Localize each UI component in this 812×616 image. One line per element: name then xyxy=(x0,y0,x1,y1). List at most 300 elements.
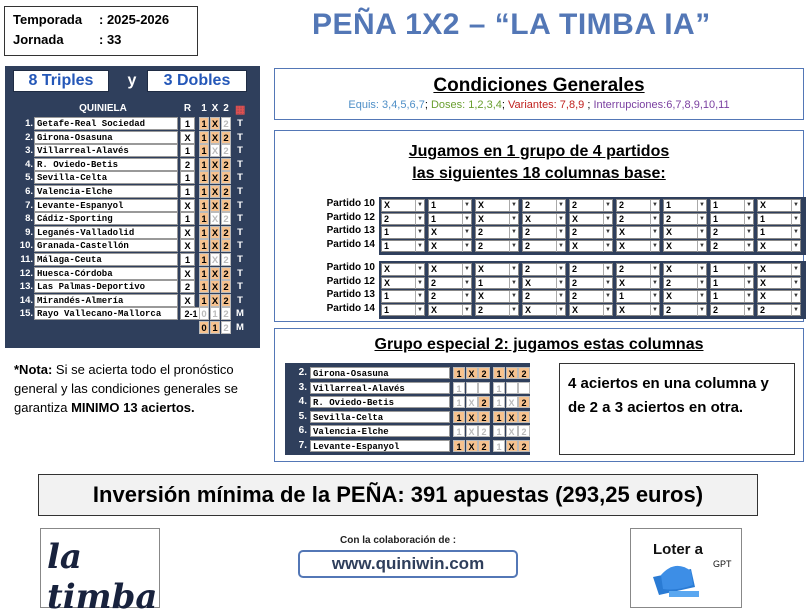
dropdown-cell[interactable] xyxy=(757,226,801,239)
chevron-down-icon: ▼ xyxy=(509,305,518,316)
quiniela-header xyxy=(13,102,257,117)
condiciones-title: Condiciones Generales xyxy=(433,75,645,96)
match-name: Sevilla-Celta xyxy=(34,171,178,184)
chevron-down-icon: ▼ xyxy=(603,291,612,302)
mark-cell: 2 xyxy=(221,158,231,171)
dropdown-cell[interactable] xyxy=(381,277,425,290)
type-flag: T xyxy=(237,185,243,197)
mark-cell: X xyxy=(211,268,219,280)
dropdown-cell[interactable] xyxy=(710,290,754,303)
chevron-down-icon: ▼ xyxy=(415,241,424,252)
type-flag: T xyxy=(237,172,243,184)
chevron-down-icon: ▼ xyxy=(650,291,659,302)
quiniela-header-x: X xyxy=(211,103,219,114)
and-separator: y xyxy=(127,72,137,89)
dropdown-cell[interactable] xyxy=(428,290,472,303)
chevron-down-icon: ▼ xyxy=(603,264,612,275)
chevron-down-icon: ▼ xyxy=(744,291,753,302)
dropdown-cell[interactable] xyxy=(381,213,425,226)
chevron-down-icon: ▼ xyxy=(791,264,800,275)
mark-cell: 1 xyxy=(493,440,505,452)
dropdown-cell[interactable] xyxy=(663,199,707,212)
dropdown-cell[interactable] xyxy=(428,213,472,226)
column-base xyxy=(428,199,475,253)
column-base xyxy=(616,263,663,317)
nota-prefix: *Nota: xyxy=(14,362,53,377)
cell-value: X xyxy=(619,277,626,288)
dropdown-cell[interactable] xyxy=(522,290,566,303)
cell-value: X xyxy=(525,277,532,288)
result-cell: X xyxy=(180,239,195,252)
mark-cell: 1 xyxy=(199,253,209,266)
dropdown-cell[interactable] xyxy=(757,277,801,290)
cell-value: 1 xyxy=(760,227,766,237)
type-flag: T xyxy=(237,294,243,306)
dropdown-cell[interactable] xyxy=(569,240,613,253)
mark-cell: X xyxy=(506,396,518,408)
dropdown-cell[interactable] xyxy=(616,263,660,276)
cell-value: X xyxy=(572,240,579,251)
mark-cell: 2 xyxy=(518,411,530,423)
grupo-especial-title: Grupo especial 2: jugamos estas columnas xyxy=(374,336,704,353)
chevron-down-icon: ▼ xyxy=(415,227,424,238)
cell-value: 1 xyxy=(713,277,719,288)
cell-value: 1 xyxy=(384,240,390,251)
mark-cell: 1 xyxy=(199,226,209,239)
dropdown-cell[interactable] xyxy=(757,213,801,226)
chevron-down-icon: ▼ xyxy=(509,200,518,211)
chevron-down-icon: ▼ xyxy=(415,200,424,211)
dropdown-cell[interactable] xyxy=(757,290,801,303)
mark-cell: 2 xyxy=(221,307,231,320)
inversion-banner: Inversión mínima de la PEÑA: 391 apuestas (293,25 euros) xyxy=(38,474,758,516)
mark-cell: 1 xyxy=(199,294,209,307)
dropdown-cell[interactable] xyxy=(381,263,425,276)
quiniela-row xyxy=(13,253,257,267)
result-cell: 2 xyxy=(180,280,195,293)
mark-cell: X xyxy=(211,254,219,266)
mark-cell: 1 xyxy=(210,321,220,334)
match-name: Granada-Castellón xyxy=(34,239,178,252)
dropdown-cell[interactable] xyxy=(381,199,425,212)
result-cell: X xyxy=(180,294,195,307)
cell-value: X xyxy=(666,227,673,237)
mark-cell: X xyxy=(466,425,478,437)
dropdown-cell[interactable] xyxy=(616,199,660,212)
column-base xyxy=(522,263,569,317)
row-number: 6. xyxy=(298,425,307,436)
cell-value: 2 xyxy=(713,227,719,237)
chevron-down-icon: ▼ xyxy=(509,214,518,225)
mark-cell: 1 xyxy=(199,212,209,225)
dropdown-cell[interactable] xyxy=(710,240,754,253)
dropdown-cell[interactable] xyxy=(710,226,754,239)
dropdown-cell[interactable] xyxy=(569,226,613,239)
chevron-down-icon: ▼ xyxy=(744,278,753,289)
chevron-down-icon: ▼ xyxy=(697,241,706,252)
mark-cell: 1 xyxy=(199,267,209,280)
dropdown-cell[interactable] xyxy=(663,290,707,303)
dobles-count: 3 Dobles xyxy=(147,70,247,92)
cell-value: 2 xyxy=(572,200,578,210)
cell-value: 1 xyxy=(384,291,390,301)
partido-labels xyxy=(295,261,375,315)
dropdown-cell[interactable] xyxy=(616,277,660,290)
cell-value: 2 xyxy=(525,240,531,251)
cell-value: X xyxy=(431,227,438,237)
cell-value: 2 xyxy=(525,264,531,274)
dropdown-cell[interactable] xyxy=(381,290,425,303)
chevron-down-icon: ▼ xyxy=(556,264,565,275)
dropdown-cell[interactable] xyxy=(663,240,707,253)
cell-value: 1 xyxy=(431,200,437,210)
quiniela-header-name: QUINIELA xyxy=(79,103,127,114)
cell-value: X xyxy=(572,304,579,315)
columns-block-2 xyxy=(275,261,805,319)
quiniela-row xyxy=(13,267,257,281)
mark-cell: X xyxy=(466,440,478,452)
mark-cell xyxy=(466,382,478,394)
cell-value: 2 xyxy=(713,240,719,251)
dropdown-cell[interactable] xyxy=(710,277,754,290)
mark-cell: X xyxy=(211,200,219,212)
cell-value: X xyxy=(666,291,673,301)
result-cell: 1 xyxy=(180,212,195,225)
mark-cell: 2 xyxy=(221,212,231,225)
dropdown-cell[interactable] xyxy=(522,199,566,212)
mark-cell: 2 xyxy=(478,367,490,379)
chevron-down-icon: ▼ xyxy=(791,200,800,211)
cell-value: X xyxy=(666,264,673,274)
gpt-logo-text: GPT xyxy=(713,559,732,569)
chevron-down-icon: ▼ xyxy=(603,227,612,238)
dropdown-cell[interactable] xyxy=(757,240,801,253)
dropdown-cell[interactable] xyxy=(663,277,707,290)
chevron-down-icon: ▼ xyxy=(415,278,424,289)
cond-variantes: Variantes: 7,8,9 xyxy=(508,99,585,111)
quiniela-row xyxy=(13,212,257,226)
chevron-down-icon: ▼ xyxy=(415,214,424,225)
cell-value: 2 xyxy=(619,264,625,274)
row-number: 9. xyxy=(25,226,33,238)
match-name: Rayo Vallecano-Mallorca xyxy=(34,307,178,320)
dropdown-cell[interactable] xyxy=(428,304,472,317)
dropdown-cell[interactable] xyxy=(710,199,754,212)
mark-cell: X xyxy=(211,241,219,253)
row-number: 13. xyxy=(19,281,33,293)
row-number: 5. xyxy=(298,410,307,422)
mark-cell: 2 xyxy=(478,425,490,437)
dropdown-cell[interactable] xyxy=(475,226,519,239)
mark-cell: X xyxy=(211,186,219,198)
cell-value: 2 xyxy=(666,213,672,224)
dropdown-cell[interactable] xyxy=(757,263,801,276)
quiniela-panel xyxy=(5,66,260,348)
dropdown-cell[interactable] xyxy=(428,263,472,276)
cell-value: X xyxy=(525,304,532,315)
dropdown-cell[interactable] xyxy=(663,263,707,276)
dropdown-cell[interactable] xyxy=(663,213,707,226)
chevron-down-icon: ▼ xyxy=(415,291,424,302)
mark-cell: 1 xyxy=(199,280,209,293)
mark-cell: 2 xyxy=(221,199,231,212)
chevron-down-icon: ▼ xyxy=(650,200,659,211)
dropdown-cell[interactable] xyxy=(569,213,613,226)
cell-value: X xyxy=(760,277,767,288)
dropdown-cell[interactable] xyxy=(522,226,566,239)
dropdown-cell[interactable] xyxy=(522,240,566,253)
dropdown-cell[interactable] xyxy=(381,240,425,253)
row-number: 6. xyxy=(25,185,33,197)
dropdown-cell[interactable] xyxy=(522,277,566,290)
chevron-down-icon: ▼ xyxy=(744,264,753,275)
cond-interrupciones: Interrupciones:6,7,8,9,10,11 xyxy=(593,99,730,111)
jugamos-box xyxy=(274,130,804,322)
mark-cell xyxy=(518,382,530,394)
cell-value: X xyxy=(431,264,438,274)
mark-cell: X xyxy=(506,425,518,437)
row-number: 1. xyxy=(25,118,33,129)
row-number: 10. xyxy=(19,240,33,252)
dropdown-cell[interactable] xyxy=(428,277,472,290)
dropdown-cell[interactable] xyxy=(381,226,425,239)
row-number: 2. xyxy=(25,131,33,143)
dropdown-cell[interactable] xyxy=(569,277,613,290)
row-number: 14. xyxy=(19,294,33,306)
match-name: Levante-Espanyol xyxy=(34,199,178,212)
dropdown-cell[interactable] xyxy=(569,263,613,276)
match-name: Valencia-Elche xyxy=(310,425,450,437)
mark-cell: X xyxy=(211,227,219,239)
partido-label: Partido 13 xyxy=(326,289,375,300)
dropdown-cell[interactable] xyxy=(710,213,754,226)
cell-value: 2 xyxy=(431,291,437,301)
row-number: 7. xyxy=(298,439,307,451)
dropdown-cell[interactable] xyxy=(757,199,801,212)
chevron-down-icon: ▼ xyxy=(650,305,659,316)
cell-value: 2 xyxy=(525,227,531,237)
dropdown-cell[interactable] xyxy=(522,263,566,276)
dropdown-cell[interactable] xyxy=(616,226,660,239)
mark-cell: X xyxy=(506,367,518,379)
dropdown-cell[interactable] xyxy=(428,240,472,253)
column-base xyxy=(569,199,616,253)
mark-cell: 1 xyxy=(493,367,505,379)
mark-cell: 1 xyxy=(199,239,209,252)
chevron-down-icon: ▼ xyxy=(462,278,471,289)
chevron-down-icon: ▼ xyxy=(791,291,800,302)
cell-value: 1 xyxy=(478,277,484,288)
dropdown-cell[interactable] xyxy=(616,304,660,317)
type-flag: M xyxy=(236,308,244,320)
chevron-down-icon: ▼ xyxy=(791,227,800,238)
mark-cell: 2 xyxy=(221,171,231,184)
dropdown-cell[interactable] xyxy=(428,226,472,239)
jugamos-line2: las siguientes 18 columnas base: xyxy=(412,165,666,182)
column-base xyxy=(475,263,522,317)
column-base xyxy=(710,263,757,317)
mark-cell: 1 xyxy=(199,144,209,157)
type-flag: T xyxy=(237,240,243,252)
dropdown-cell[interactable] xyxy=(475,304,519,317)
dropdown-cell[interactable] xyxy=(616,240,660,253)
mark-cell: X xyxy=(211,173,219,185)
cell-value: 1 xyxy=(384,304,390,315)
chevron-down-icon: ▼ xyxy=(603,200,612,211)
dropdown-cell[interactable] xyxy=(475,290,519,303)
dropdown-cell[interactable] xyxy=(522,213,566,226)
chevron-down-icon: ▼ xyxy=(509,241,518,252)
cell-value: X xyxy=(572,213,579,224)
chevron-down-icon: ▼ xyxy=(556,291,565,302)
dropdown-cell[interactable] xyxy=(616,290,660,303)
cell-value: 1 xyxy=(713,291,719,301)
dropdown-cell[interactable] xyxy=(475,277,519,290)
match-name: Villarreal-Alavés xyxy=(34,144,178,157)
chevron-down-icon: ▼ xyxy=(744,305,753,316)
type-flag: T xyxy=(237,253,243,265)
jornada-label: Jornada xyxy=(13,32,64,47)
cell-value: 2 xyxy=(431,277,437,288)
dropdown-cell[interactable] xyxy=(569,199,613,212)
cell-value: X xyxy=(666,240,673,251)
partido-label: Partido 14 xyxy=(326,302,375,314)
type-flag: T xyxy=(237,213,243,225)
column-base xyxy=(428,263,475,317)
partido-label: Partido 12 xyxy=(326,211,375,223)
result-cell: 1 xyxy=(180,171,195,184)
dropdown-cell[interactable] xyxy=(428,199,472,212)
mark-cell: 1 xyxy=(453,411,465,423)
partido-label: Partido 14 xyxy=(326,238,375,250)
chevron-down-icon: ▼ xyxy=(697,264,706,275)
dropdown-cell[interactable] xyxy=(475,199,519,212)
dropdown-cell[interactable] xyxy=(663,304,707,317)
dropdown-cell[interactable] xyxy=(710,263,754,276)
dropdown-cell[interactable] xyxy=(569,290,613,303)
loteria-gpt-logo xyxy=(630,528,742,608)
chevron-down-icon: ▼ xyxy=(462,200,471,211)
chevron-down-icon: ▼ xyxy=(556,305,565,316)
cell-value: 2 xyxy=(478,227,484,237)
quiniela-row xyxy=(13,131,257,145)
dropdown-cell[interactable] xyxy=(475,263,519,276)
chevron-down-icon: ▼ xyxy=(697,278,706,289)
type-flag: T xyxy=(237,267,243,279)
mark-cell: 2 xyxy=(221,321,231,334)
grupo-especial-note: 4 aciertos en una columna y de 2 a 3 aciertos en otra. xyxy=(559,363,795,455)
mark-cell: 1 xyxy=(199,131,209,144)
match-name: Málaga-Ceuta xyxy=(34,253,178,266)
row-number: 11. xyxy=(20,253,33,265)
row-number: 3. xyxy=(298,381,307,393)
chevron-down-icon: ▼ xyxy=(603,278,612,289)
chevron-down-icon: ▼ xyxy=(462,264,471,275)
result-cell: X xyxy=(180,199,195,212)
mark-cell: 1 xyxy=(453,425,465,437)
cell-value: X xyxy=(478,213,485,224)
type-flag: T xyxy=(237,199,243,211)
result-cell: 1 xyxy=(180,144,195,157)
type-flag: T xyxy=(237,145,243,157)
cond-equis: Equis: 3,4,5,6,7 xyxy=(348,99,425,111)
chevron-down-icon: ▼ xyxy=(556,227,565,238)
column-base xyxy=(522,199,569,253)
jornada-value: : 33 xyxy=(99,32,122,47)
cell-value: X xyxy=(760,291,767,301)
nota-text xyxy=(14,360,259,417)
mark-cell: 2 xyxy=(221,226,231,239)
cell-value: 2 xyxy=(525,291,531,301)
match-name: Valencia-Elche xyxy=(34,185,178,198)
dropdown-cell[interactable] xyxy=(475,213,519,226)
chevron-down-icon: ▼ xyxy=(650,264,659,275)
chevron-down-icon: ▼ xyxy=(462,227,471,238)
dropdown-cell[interactable] xyxy=(381,304,425,317)
cell-value: X xyxy=(478,291,485,301)
match-name: Leganés-Valladolid xyxy=(34,226,178,239)
chevron-down-icon: ▼ xyxy=(697,305,706,316)
cell-value: 2 xyxy=(713,304,719,315)
cell-value: 2 xyxy=(525,200,531,210)
partido-label: Partido 12 xyxy=(326,275,375,287)
mark-cell: 1 xyxy=(493,425,505,437)
type-flag: M xyxy=(236,321,244,333)
mark-cell: X xyxy=(466,367,478,379)
chevron-down-icon: ▼ xyxy=(462,305,471,316)
grupo-especial-grid xyxy=(285,363,530,455)
result-cell: X xyxy=(180,131,195,144)
columns-block-1 xyxy=(275,197,805,255)
quiniwin-link[interactable]: www.quiniwin.com xyxy=(298,550,518,578)
dropdown-cell[interactable] xyxy=(710,304,754,317)
grupo-row xyxy=(285,440,530,453)
dropdown-cell[interactable] xyxy=(569,304,613,317)
mark-cell: 2 xyxy=(221,253,231,266)
match-name: R. Oviedo-Betis xyxy=(34,158,178,171)
mark-cell: 2 xyxy=(478,440,490,452)
dropdown-cell[interactable] xyxy=(522,304,566,317)
cell-value: 1 xyxy=(713,213,719,224)
mark-cell: 1 xyxy=(199,199,209,212)
quiniela-header-1: 1 xyxy=(201,103,207,114)
temporada-value: : 2025-2026 xyxy=(99,12,170,27)
chevron-down-icon: ▼ xyxy=(650,241,659,252)
dropdown-cell[interactable] xyxy=(475,240,519,253)
chevron-down-icon: ▼ xyxy=(509,264,518,275)
chevron-down-icon: ▼ xyxy=(556,278,565,289)
type-flag: T xyxy=(237,131,243,143)
chevron-down-icon: ▼ xyxy=(791,278,800,289)
row-number: 12. xyxy=(19,267,33,279)
match-name: Levante-Espanyol xyxy=(310,440,450,452)
row-number xyxy=(13,321,33,334)
dropdown-cell[interactable] xyxy=(616,213,660,226)
type-flag: T xyxy=(237,158,243,170)
dropdown-cell[interactable] xyxy=(757,304,801,317)
quiniela-row xyxy=(13,185,257,199)
colaboracion-label: Con la colaboración de : xyxy=(340,535,457,546)
quiniela-header-r: R xyxy=(183,103,192,114)
row-number: 4. xyxy=(298,396,307,407)
quiniela-row xyxy=(13,321,257,335)
mark-cell: X xyxy=(211,214,219,226)
temporada-label: Temporada xyxy=(13,12,83,27)
dropdown-cell[interactable] xyxy=(663,226,707,239)
column-base xyxy=(710,199,757,253)
mark-cell: 0 xyxy=(199,307,209,320)
chevron-down-icon: ▼ xyxy=(791,305,800,316)
